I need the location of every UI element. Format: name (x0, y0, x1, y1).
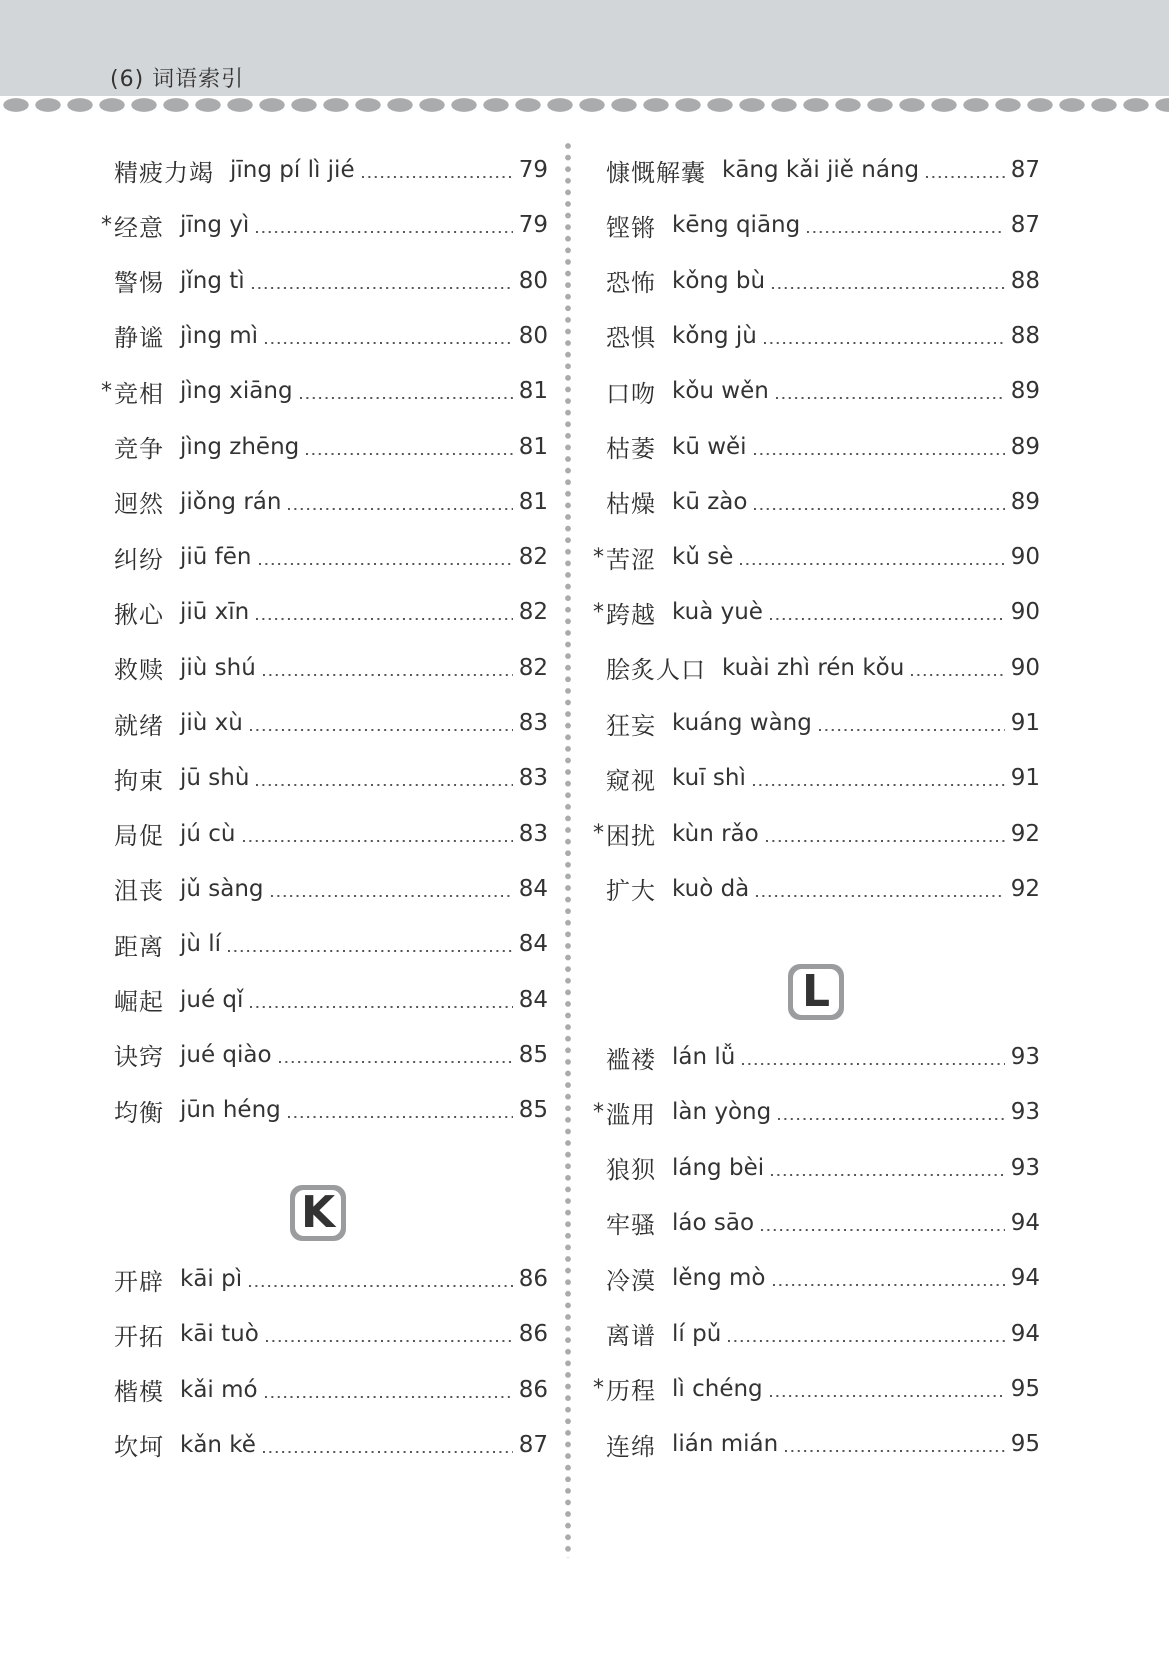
entry-pinyin: kū wěi (672, 433, 747, 460)
star-marker: * (593, 544, 604, 570)
index-entry[interactable] (592, 316, 1040, 356)
entry-pinyin: jiǒng rán (180, 488, 282, 515)
entry-pinyin: làn yòng (672, 1099, 772, 1126)
entry-pinyin: kāi pì (180, 1266, 243, 1292)
entry-page-number: 88 (1010, 267, 1040, 294)
entry-pinyin: lián mián (672, 1431, 779, 1458)
entry-word: 竞争 (114, 435, 164, 463)
entry-word: 迥然 (114, 490, 164, 519)
section-letter: K (300, 1187, 336, 1238)
entry-pinyin: kuài zhì rén kǒu (722, 654, 905, 681)
entry-word: 崛起 (114, 988, 164, 1016)
entry-word: 慷慨解囊 (606, 158, 706, 187)
entry-word: 苦涩 (606, 545, 656, 574)
entry-word: 静谧 (114, 324, 164, 353)
entry-word: 楷模 (114, 1378, 164, 1407)
dot-leader (251, 286, 513, 290)
entry-pinyin: lí pǔ (672, 1320, 722, 1347)
entry-page-number: 85 (518, 1041, 548, 1068)
index-entry[interactable] (100, 869, 548, 909)
entry-word: 连绵 (606, 1432, 656, 1461)
index-entry[interactable] (100, 648, 548, 688)
dot-leader (242, 839, 513, 843)
dot-leader (763, 341, 1005, 345)
entry-page-number: 92 (1010, 820, 1040, 847)
star-marker: * (593, 1376, 604, 1402)
dot-leader (770, 1173, 1005, 1177)
entry-pinyin: kāi tuò (180, 1321, 259, 1348)
entry-word: 历程 (606, 1377, 656, 1406)
entry-word: 扩大 (606, 877, 656, 906)
star-marker: * (593, 821, 604, 847)
entry-pinyin: jīng yì (180, 212, 250, 239)
entry-word: 褴褛 (606, 1045, 656, 1074)
entry-pinyin: jiū xīn (180, 599, 250, 626)
entry-pinyin: jìng mì (180, 322, 259, 349)
entry-page-number: 94 (1010, 1320, 1040, 1347)
entry-pinyin: lán lǚ (672, 1044, 736, 1070)
dot-leader (910, 673, 1004, 677)
entry-word: 牢骚 (606, 1211, 656, 1240)
entry-pinyin: jù lí (180, 931, 222, 958)
entry-page-number: 86 (518, 1376, 548, 1403)
index-entry[interactable] (592, 1424, 1040, 1464)
entry-word: 冷漠 (606, 1266, 656, 1295)
index-entry[interactable] (592, 1369, 1040, 1409)
dot-leader (249, 728, 513, 732)
index-entry[interactable] (100, 427, 548, 467)
entry-pinyin: jué qiào (180, 1041, 272, 1068)
entry-word: 离谱 (606, 1322, 656, 1350)
entry-pinyin: jū shù (180, 765, 250, 792)
decorative-pattern-band (0, 98, 1169, 112)
entry-pinyin: kuī shì (672, 765, 746, 792)
index-entry[interactable] (592, 1037, 1040, 1077)
dot-leader (265, 1339, 513, 1343)
index-entry[interactable] (100, 371, 548, 411)
dot-leader (287, 507, 512, 511)
entry-word: 狂妄 (606, 711, 656, 740)
entry-page-number: 83 (518, 765, 548, 792)
section-letter-badge (290, 1185, 346, 1241)
index-entry[interactable] (592, 371, 1040, 411)
entry-pinyin: kuò dà (672, 875, 750, 902)
entry-word: 距离 (114, 932, 164, 961)
entry-word: 揪心 (114, 600, 164, 629)
entry-word: 开拓 (114, 1322, 164, 1351)
entry-pinyin: kuà yuè (672, 599, 763, 626)
index-entry[interactable] (592, 592, 1040, 632)
entry-word: 枯萎 (606, 435, 656, 463)
entry-pinyin: jǐng tì (180, 267, 245, 294)
index-entry[interactable] (100, 814, 548, 854)
entry-word: 经意 (114, 213, 164, 242)
entry-word: 精疲力竭 (114, 158, 214, 187)
entry-page-number: 89 (1010, 433, 1040, 460)
entry-pinyin: kū zào (672, 488, 748, 515)
entry-pinyin: kāng kǎi jiě náng (722, 157, 920, 183)
dot-leader (255, 617, 512, 621)
entry-word: 坎坷 (114, 1433, 164, 1462)
dot-leader (299, 396, 513, 400)
entry-pinyin: jiù xù (180, 710, 243, 736)
dot-leader (769, 1394, 1005, 1398)
entry-pinyin: jué qǐ (180, 986, 244, 1013)
entry-page-number: 84 (518, 875, 548, 902)
dot-leader (262, 673, 513, 677)
entry-word: 诀窍 (114, 1043, 164, 1072)
entry-page-number: 89 (1010, 378, 1040, 405)
entry-page-number: 90 (1010, 654, 1040, 681)
entry-pinyin: lì chéng (672, 1375, 763, 1402)
dot-leader (755, 894, 1004, 898)
entry-word: 警惕 (114, 269, 164, 298)
dot-leader (769, 617, 1005, 621)
entry-pinyin: kēng qiāng (672, 212, 801, 239)
entry-page-number: 80 (518, 322, 548, 349)
index-entry[interactable] (100, 482, 548, 522)
dot-leader (772, 1283, 1005, 1287)
entry-word: 均衡 (114, 1098, 164, 1127)
star-marker: * (593, 1099, 604, 1125)
entry-word: 就绪 (114, 711, 164, 740)
entry-page-number: 87 (1010, 212, 1040, 239)
entry-page-number: 82 (518, 654, 548, 681)
entry-page-number: 80 (518, 267, 548, 294)
index-entry[interactable] (592, 1203, 1040, 1243)
index-entry[interactable] (592, 261, 1040, 301)
dot-leader (753, 452, 1005, 456)
entry-pinyin: kùn rǎo (672, 820, 759, 847)
entry-page-number: 86 (518, 1321, 548, 1348)
entry-pinyin: jú cù (180, 820, 236, 847)
index-entry[interactable] (592, 1258, 1040, 1298)
index-entry[interactable] (592, 537, 1040, 577)
entry-word: 局促 (114, 822, 164, 851)
entry-word: 狼狈 (606, 1156, 656, 1185)
index-entry[interactable] (100, 1370, 548, 1410)
entry-page-number: 94 (1010, 1209, 1040, 1236)
dot-leader (264, 1395, 513, 1399)
entry-word: 铿锵 (606, 213, 656, 242)
entry-word: 竞相 (114, 379, 164, 408)
index-entry[interactable] (592, 1148, 1040, 1188)
entry-page-number: 83 (518, 710, 548, 736)
section-letter: L (801, 966, 831, 1017)
entry-pinyin: lěng mò (672, 1265, 766, 1292)
index-entry[interactable] (100, 758, 548, 798)
dot-leader (752, 783, 1005, 787)
entry-word: 救赎 (114, 656, 164, 685)
entry-page-number: 95 (1010, 1431, 1040, 1458)
index-entry[interactable] (592, 427, 1040, 467)
index-entry[interactable] (592, 869, 1040, 909)
entry-pinyin: kǔ sè (672, 544, 734, 571)
entry-word: 跨越 (606, 600, 656, 629)
index-entry[interactable] (592, 703, 1040, 743)
dot-leader (771, 286, 1005, 290)
index-entry[interactable] (100, 592, 548, 632)
index-entry[interactable] (592, 814, 1040, 854)
dot-leader (278, 1060, 513, 1064)
index-entry[interactable] (100, 924, 548, 964)
index-entry[interactable] (592, 1314, 1040, 1354)
entry-word: 开辟 (114, 1267, 164, 1296)
dot-leader (264, 341, 513, 345)
entry-word: 枯燥 (606, 490, 656, 519)
entry-word: 滥用 (606, 1100, 656, 1129)
index-entry[interactable] (100, 316, 548, 356)
entry-page-number: 81 (518, 378, 548, 405)
index-entry[interactable] (592, 482, 1040, 522)
dot-leader (741, 1062, 1004, 1066)
dot-leader (258, 562, 513, 566)
entry-page-number: 90 (1010, 544, 1040, 571)
entry-page-number: 91 (1010, 710, 1040, 736)
dot-leader (227, 949, 513, 953)
entry-pinyin: kuáng wàng (672, 710, 812, 736)
dot-leader (727, 1339, 1004, 1343)
entry-pinyin: láng bèi (672, 1154, 765, 1181)
dot-leader (806, 230, 1005, 234)
section-letter-badge (788, 964, 844, 1020)
entry-page-number: 83 (518, 820, 548, 847)
entry-pinyin: jìng xiāng (180, 378, 293, 405)
entry-page-number: 90 (1010, 599, 1040, 626)
index-entry[interactable] (592, 150, 1040, 190)
entry-pinyin: jǔ sàng (180, 875, 264, 902)
index-entry[interactable] (100, 150, 548, 190)
entry-pinyin: jīng pí lì jié (230, 157, 355, 183)
dot-leader (270, 894, 513, 898)
column-divider (564, 142, 572, 1558)
entry-page-number: 79 (518, 157, 548, 183)
entry-page-number: 91 (1010, 765, 1040, 792)
index-entry[interactable] (592, 205, 1040, 245)
dot-leader (287, 1115, 513, 1119)
entry-page-number: 82 (518, 599, 548, 626)
dot-leader (760, 1228, 1005, 1232)
dot-leader (765, 839, 1005, 843)
dot-leader (753, 507, 1004, 511)
index-entry[interactable] (100, 1425, 548, 1465)
index-entry[interactable] (100, 703, 548, 743)
dot-leader (361, 175, 513, 179)
entry-word: 脍炙人口 (606, 656, 706, 685)
dot-leader (784, 1449, 1004, 1453)
entry-page-number: 84 (518, 986, 548, 1013)
entry-page-number: 93 (1010, 1099, 1040, 1126)
entry-page-number: 93 (1010, 1154, 1040, 1181)
entry-pinyin: kǒu wěn (672, 378, 769, 405)
entry-pinyin: kǎi mó (180, 1376, 258, 1403)
page-title: (6) 词语索引 (110, 67, 245, 92)
index-entry[interactable] (592, 648, 1040, 688)
dot-leader (775, 396, 1005, 400)
entry-page-number: 89 (1010, 488, 1040, 515)
index-entry[interactable] (592, 1092, 1040, 1132)
entry-page-number: 81 (518, 488, 548, 515)
dot-leader (255, 783, 512, 787)
entry-word: 纠纷 (114, 545, 164, 574)
entry-page-number: 87 (518, 1431, 548, 1458)
entry-pinyin: láo sāo (672, 1209, 755, 1236)
entry-pinyin: kǎn kě (180, 1431, 256, 1458)
entry-word: 窥视 (606, 766, 656, 795)
entry-page-number: 87 (1010, 157, 1040, 183)
dot-leader (777, 1117, 1004, 1121)
entry-word: 口吻 (606, 379, 656, 408)
index-entry[interactable] (100, 205, 548, 245)
dot-leader (925, 175, 1005, 179)
entry-page-number: 84 (518, 931, 548, 958)
dot-leader (305, 452, 512, 456)
index-entry[interactable] (100, 1314, 548, 1354)
entry-page-number: 86 (518, 1266, 548, 1292)
page-header (0, 0, 1169, 96)
star-marker: * (101, 378, 112, 404)
dot-leader (739, 562, 1004, 566)
index-entry[interactable] (100, 1259, 548, 1299)
dot-leader (818, 728, 1005, 732)
entry-word: 沮丧 (114, 877, 164, 906)
entry-pinyin: jiū fēn (180, 544, 252, 571)
entry-word: 拘束 (114, 766, 164, 795)
entry-pinyin: jūn héng (180, 1097, 281, 1124)
entry-page-number: 82 (518, 544, 548, 571)
entry-page-number: 92 (1010, 875, 1040, 902)
dot-leader (248, 1284, 513, 1288)
dot-leader (255, 230, 512, 234)
entry-word: 困扰 (606, 822, 656, 851)
entry-pinyin: kǒng bù (672, 267, 766, 294)
entry-page-number: 93 (1010, 1044, 1040, 1070)
entry-word: 恐惧 (606, 324, 656, 353)
entry-page-number: 94 (1010, 1265, 1040, 1292)
entry-page-number: 81 (518, 433, 548, 460)
entry-word: 恐怖 (606, 269, 656, 298)
entry-page-number: 95 (1010, 1375, 1040, 1402)
entry-page-number: 79 (518, 212, 548, 239)
dot-leader (262, 1450, 513, 1454)
index-entry[interactable] (100, 1090, 548, 1130)
entry-page-number: 88 (1010, 322, 1040, 349)
entry-pinyin: jìng zhēng (180, 433, 300, 460)
index-entry[interactable] (100, 261, 548, 301)
index-entry[interactable] (100, 1035, 548, 1075)
star-marker: * (593, 599, 604, 625)
entry-pinyin: jiù shú (180, 654, 256, 681)
index-entry[interactable] (592, 758, 1040, 798)
entry-pinyin: kǒng jù (672, 322, 757, 349)
dot-leader (249, 1005, 512, 1009)
index-entry[interactable] (100, 537, 548, 577)
index-entry[interactable] (100, 980, 548, 1020)
entry-page-number: 85 (518, 1097, 548, 1124)
star-marker: * (101, 212, 112, 238)
